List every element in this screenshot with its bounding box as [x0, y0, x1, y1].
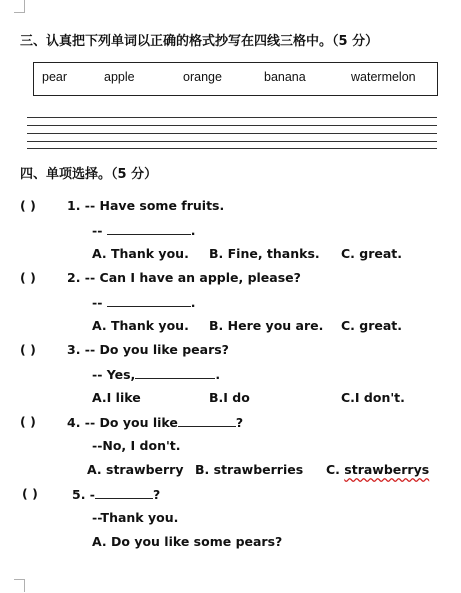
question-3-option-c: C.I don't.: [341, 390, 405, 405]
word-orange: orange: [183, 70, 222, 84]
question-3-prompt: 3. -- Do you like pears?: [67, 342, 229, 357]
word-watermelon: watermelon: [351, 70, 416, 84]
section3-heading: 三、认真把下列单词以正确的格式抄写在四线三格中。（5 分）: [20, 34, 379, 49]
answer-paren[interactable]: ( ): [22, 486, 38, 501]
prompt-prefix: 5. -: [72, 487, 95, 502]
question-3-option-a: A.I like: [92, 390, 141, 405]
response-suffix: .: [215, 367, 221, 382]
grid-line: [27, 141, 437, 142]
answer-paren[interactable]: ( ): [20, 414, 36, 429]
answer-paren[interactable]: ( ): [20, 198, 36, 213]
question-2-option-b: B. Here you are.: [209, 318, 324, 333]
question-4-option-b: B. strawberries: [195, 462, 304, 477]
answer-blank[interactable]: [178, 414, 236, 427]
question-2-option-a: A. Thank you.: [92, 318, 189, 333]
section4-heading: 四、单项选择。（5 分）: [20, 167, 158, 182]
page-corner-mark-top-left: [14, 0, 25, 13]
answer-blank[interactable]: [107, 222, 191, 235]
prompt-suffix: ?: [153, 487, 161, 502]
question-2-prompt: 2. -- Can I have an apple, please?: [67, 270, 301, 285]
response-prefix: --: [92, 295, 107, 310]
question-1-option-b: B. Fine, thanks.: [209, 246, 320, 261]
answer-blank[interactable]: [135, 366, 215, 379]
grid-line: [27, 125, 437, 126]
response-suffix: .: [190, 295, 196, 310]
response-suffix: .: [190, 223, 196, 238]
word-box: [33, 62, 438, 96]
question-4-prompt: [67, 414, 243, 430]
page-corner-mark-bottom-left: [14, 579, 25, 592]
question-1-option-c: C. great.: [341, 246, 403, 261]
question-4-option-a: A. strawberry: [87, 462, 184, 477]
question-3-option-b: B.I do: [209, 390, 250, 405]
question-4-option-c: C. strawberrys: [326, 462, 430, 477]
prompt-prefix: 4. -- Do you like: [67, 415, 178, 430]
grid-line: [27, 117, 437, 118]
spelling-error-mark: strawberrys: [344, 462, 430, 477]
response-prefix: -- Yes,: [92, 367, 136, 382]
question-5-prompt: [72, 486, 160, 502]
question-4-response: --No, I don't.: [92, 438, 181, 453]
answer-paren[interactable]: ( ): [20, 270, 36, 285]
prompt-suffix: ?: [235, 415, 244, 430]
answer-paren[interactable]: ( ): [20, 342, 36, 357]
question-1-option-a: A. Thank you.: [92, 246, 189, 261]
question-2-option-c: C. great.: [341, 318, 403, 333]
grid-line: [27, 148, 437, 149]
question-5-option-a: A. Do you like some pears?: [92, 534, 283, 549]
question-1-response: [92, 222, 195, 238]
question-2-response: [92, 294, 195, 310]
answer-blank[interactable]: [107, 294, 191, 307]
word-apple: apple: [104, 70, 135, 84]
word-pear: pear: [42, 70, 68, 84]
question-3-response: [92, 366, 220, 382]
word-banana: banana: [264, 70, 306, 84]
grid-line: [27, 133, 437, 134]
question-1-prompt: 1. -- Have some fruits.: [67, 198, 225, 213]
answer-blank[interactable]: [95, 486, 153, 499]
response-prefix: --: [92, 223, 107, 238]
question-5-response: --Thank you.: [92, 510, 179, 525]
